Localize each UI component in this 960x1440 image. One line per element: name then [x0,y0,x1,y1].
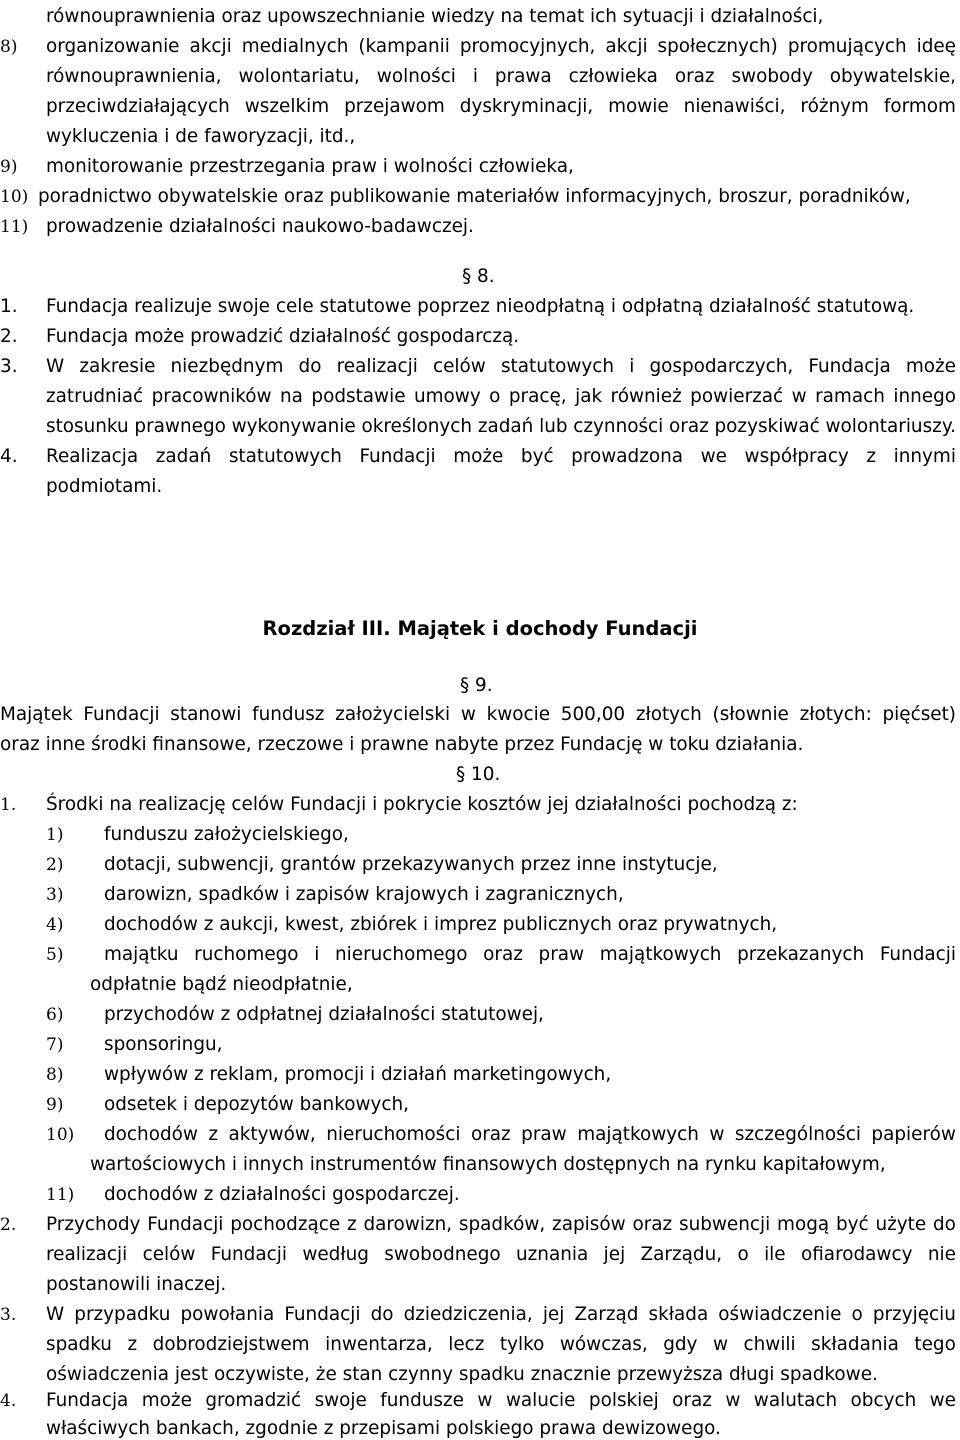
word: dochodów [104,1124,198,1145]
word: Fundacji [147,1214,224,1235]
word: mogą [777,1214,830,1235]
word: powołania [180,1304,275,1325]
word: Zarząd [574,1304,639,1325]
sub-text-line: wartościowych i innych instrumentów finansowych dostępnych na rynku kapitałowym, [90,1154,886,1175]
word: majątkowych [577,1124,699,1145]
section-9-heading: § 9. [460,675,493,696]
section-10-heading: § 10. [456,764,501,785]
sub-text-line: dotacji, subwencji, grantów przekazywanych przez inne instytucje, [104,854,718,875]
word: Realizacja [46,446,139,467]
word: składania [811,1334,899,1355]
word: zakresie [79,356,156,377]
word: wówczas, [559,1334,648,1355]
sub-number: 10) [46,1125,75,1145]
word: zapisów [552,1214,626,1235]
word: również [610,386,682,407]
word: w [791,386,807,407]
word: może [905,356,956,377]
sub-number: 1) [46,825,64,845]
word: organizowanie [46,36,180,57]
item-text-line [46,1244,956,1266]
word: czynności [573,416,664,437]
word: spadku [46,1334,112,1355]
word: majątku [104,944,179,965]
word: umowy [413,386,481,407]
word: akcji [189,36,232,57]
word: we [700,446,727,467]
word: stosunku [46,416,129,437]
word: innymi [893,446,956,467]
list-number: 9) [0,157,18,177]
item-number: 2. [0,326,18,347]
paragraph-line [0,704,956,726]
word: i [629,356,635,377]
word: aktywów, [228,1124,316,1145]
sub-text-line: wpływów z reklam, promocji i działań marketingowych, [104,1064,612,1085]
word: o [489,386,501,407]
word: oraz [672,1390,712,1411]
section-8-heading: § 8. [462,266,495,287]
word: złotych: [799,704,872,725]
word: oświadczenie [718,1304,842,1325]
word: z [346,1214,357,1235]
word: obcych [850,1390,917,1411]
item-number: 1. [0,296,18,317]
word: przejawom [344,96,445,117]
item-number: 3. [0,1305,17,1325]
word: uznania [516,1244,589,1265]
word: Fundacji [210,1244,287,1265]
word: podstawie [311,386,406,407]
word: wolontariatu, [238,66,360,87]
word: innego [893,386,956,407]
word: subwencji [678,1214,771,1235]
word: Fundacja [46,1390,129,1411]
word: równouprawnienia, [46,66,222,87]
word: walutach [753,1390,838,1411]
sub-number: 6) [46,1005,64,1025]
word: do [298,356,322,377]
word: według [302,1244,369,1265]
item-number: 4. [0,1391,17,1411]
word: ofiarodawcy [800,1244,913,1265]
word: z [866,446,877,467]
word: w [477,1390,493,1411]
word: i [472,66,478,87]
word: we [929,1390,956,1411]
word: wykonywanie [231,416,356,437]
word: zadań [155,446,212,467]
word: dyskryminacji, [459,96,594,117]
word: promocyjnych, [459,36,596,57]
item-text-line [46,1214,956,1236]
word: tego [914,1334,956,1355]
word: gromadzić [205,1390,302,1411]
word: o [851,1304,863,1325]
word: w [725,1390,741,1411]
word: pochodzące [230,1214,341,1235]
item-text-line [46,1334,956,1356]
item-text-line: oświadczenia jest oczywiste, że stan czynny spadku znacznie przewyższa długi spadkowe. [46,1364,878,1385]
word: różnym [800,96,869,117]
word: dziedziczenia, [403,1304,533,1325]
word: złotych [635,704,702,725]
word: gdy [663,1334,698,1355]
item-number: 2. [0,1215,17,1235]
word: szczególności [734,1124,861,1145]
word: w [460,704,476,725]
word: może [453,446,504,467]
sub-text-line: dochodów z działalności gospodarczej. [104,1184,460,1205]
word: przekazanych [737,944,865,965]
sub-text-line [104,1124,956,1146]
list-text-line [46,66,956,88]
sub-text-line [104,944,956,966]
sub-number: 2) [46,855,64,875]
word: zadań [477,416,534,437]
word: praw [521,1124,567,1145]
word: polskiej [588,1390,659,1411]
word: pięćset) [882,704,956,725]
item-number: 1. [0,795,17,815]
word: w [709,1124,725,1145]
list-text-line: prowadzenie działalności naukowo-badawczej. [46,216,474,237]
sub-text-line: przychodów z odpłatnej działalności statutowej, [104,1004,544,1025]
word: chwili [743,1334,796,1355]
word: Fundacji [359,446,436,467]
word: realizacji [336,356,418,377]
word: społecznych) [657,36,778,57]
word: Fundacji [879,944,956,965]
chapter-heading: Rozdział III. Majątek i dochody Fundacji [262,617,698,640]
word: ile [764,1244,786,1265]
word: nieruchomego [335,944,468,965]
word: z [127,1334,138,1355]
word: przyjęciu [872,1304,956,1325]
word: statutowych [500,356,615,377]
word: Fundacja [808,356,891,377]
item-number: 3. [0,356,18,377]
item-text-line [46,386,956,408]
word: być [520,446,554,467]
word: założycielski [335,704,451,725]
paragraph-line: oraz inne środki finansowe, rzeczowe i prawne nabyte przez Fundację w toku działania. [0,734,804,755]
word: jej [542,1304,565,1325]
word: użyte [875,1214,927,1235]
word: jak [575,386,603,407]
list-text-line: poradnictwo obywatelskie oraz publikowanie materiałów informacyjnych, broszur, poradników, [38,186,911,207]
word: W [46,356,65,377]
list-text-line [46,36,956,58]
word: ramach [815,386,885,407]
word: fundusz [252,704,325,725]
sub-number: 5) [46,945,64,965]
sub-number: 7) [46,1035,64,1055]
item-text-line: podmiotami. [46,476,163,497]
word: i [314,944,320,965]
sub-text-line: odsetek i depozytów bankowych, [104,1094,409,1115]
word: fundusze [380,1390,464,1411]
word: walucie [505,1390,576,1411]
word: stanowi [170,704,242,725]
sub-number: 11) [46,1185,75,1205]
item-text-line: Fundacja realizuje swoje cele statutowe poprzez nieodpłatną i odpłatną działalność statutową. [46,296,915,317]
word: lub [539,416,568,437]
word: oraz [632,1214,673,1235]
word: oraz [470,1124,511,1145]
word: akcji [605,36,648,57]
item-text-line [46,356,956,378]
word: statutowych [228,446,342,467]
word: niezbędnym [170,356,284,377]
word: wolontariuszy. [825,416,956,437]
word: inwentarza, [325,1334,433,1355]
word: obywatelskie, [829,66,956,87]
item-text-line: Fundacja może prowadzić działalność gospodarczą. [46,326,520,347]
word: papierów [871,1124,956,1145]
word: prawa [494,66,552,87]
word: nieruchomości [326,1124,461,1145]
word: przypadku [74,1304,171,1325]
sub-number: 8) [46,1065,64,1085]
word: na [280,386,303,407]
word: lecz [448,1334,485,1355]
word: przeciwdziałających [46,96,230,117]
word: tylko [499,1334,545,1355]
item-number: 4. [0,446,18,467]
sub-text-line: dochodów z aukcji, kwest, zbiórek i imprez publicznych oraz prywatnych, [104,914,778,935]
word: z [208,1124,219,1145]
list-number: 11) [0,217,29,237]
word: mowie [608,96,669,117]
word: medialnych [241,36,349,57]
word: majątkowych [599,944,722,965]
word: w [712,1334,728,1355]
word: prowadzona [571,446,684,467]
sub-text-line: darowizn, spadków i zapisów krajowych i zagranicznych, [104,884,624,905]
word: Przychody [46,1214,141,1235]
word: spadków, [458,1214,546,1235]
word: celów [142,1244,196,1265]
intro-tail-line: równouprawnienia oraz upowszechnianie wiedzy na temat ich sytuacji i działalności, [46,6,824,27]
word: składa [648,1304,709,1325]
word: wolności [376,66,456,87]
word: 500,00 [560,704,626,725]
word: darowizn, [363,1214,453,1235]
word: może [141,1390,192,1411]
word: Zarządu, [640,1244,723,1265]
word: (kampanii [358,36,450,57]
list-text-line: wykluczenia i de faworyzacji, itd., [46,126,356,147]
word: oraz [483,944,523,965]
word: ideę [916,36,956,57]
sub-number: 3) [46,885,64,905]
word: współpracy [744,446,849,467]
list-number: 10) [0,187,29,207]
word: pracowników [151,386,272,407]
sub-text-line: sponsoringu, [104,1034,223,1055]
word: zatrudniać [46,386,144,407]
sub-number: 9) [46,1095,64,1115]
item-text-line: Środki na realizację celów Fundacji i pokrycie kosztów jej działalności pochodzą z: [46,794,798,815]
word: oraz [674,66,715,87]
word: człowieka [568,66,658,87]
word: W [46,1304,65,1325]
word: formom [883,96,956,117]
word: praw [538,944,585,965]
word: celów [432,356,486,377]
word: ruchomego [194,944,299,965]
word: realizacji [46,1244,128,1265]
item-text-line: postanowili inaczej. [46,1274,227,1295]
word: (słownie [712,704,789,725]
word: pozyskiwać [714,416,820,437]
word: do [370,1304,394,1325]
word: określonych [361,416,473,437]
sub-number: 4) [46,915,64,935]
word: jej [603,1244,626,1265]
sub-text-line: funduszu założycielskiego, [104,824,349,845]
word: powierzać [690,386,784,407]
word: gospodarczych, [649,356,794,377]
word: o [737,1244,749,1265]
word: promujących [787,36,907,57]
word: wszelkim [244,96,330,117]
word: Fundacji [284,1304,361,1325]
word: dobrodziejstwem [152,1334,310,1355]
word: kwocie [486,704,551,725]
word: do [932,1214,956,1235]
word: pracę, [508,386,567,407]
item-text-line [46,1390,956,1412]
sub-text-line: odpłatnie bądź nieodpłatnie, [90,974,353,995]
list-number: 8) [0,37,18,57]
item-text-line [46,446,956,468]
list-text-line: monitorowanie przestrzegania praw i wolności człowieka, [46,156,574,177]
item-text-line [46,416,956,438]
word: swobody [731,66,813,87]
word: Fundacji [83,704,160,725]
word: oraz [669,416,709,437]
item-text-line: właściwych bankach, zgodnie z przepisami polskiego prawa dewizowego. [46,1418,721,1439]
word: Majątek [0,704,73,725]
word: swobodnego [384,1244,501,1265]
word: nienawiści, [683,96,786,117]
word: być [835,1214,869,1235]
word: prawnego [134,416,226,437]
word: nie [927,1244,956,1265]
list-text-line [46,96,956,118]
item-text-line [46,1304,956,1326]
word: swoje [314,1390,367,1411]
